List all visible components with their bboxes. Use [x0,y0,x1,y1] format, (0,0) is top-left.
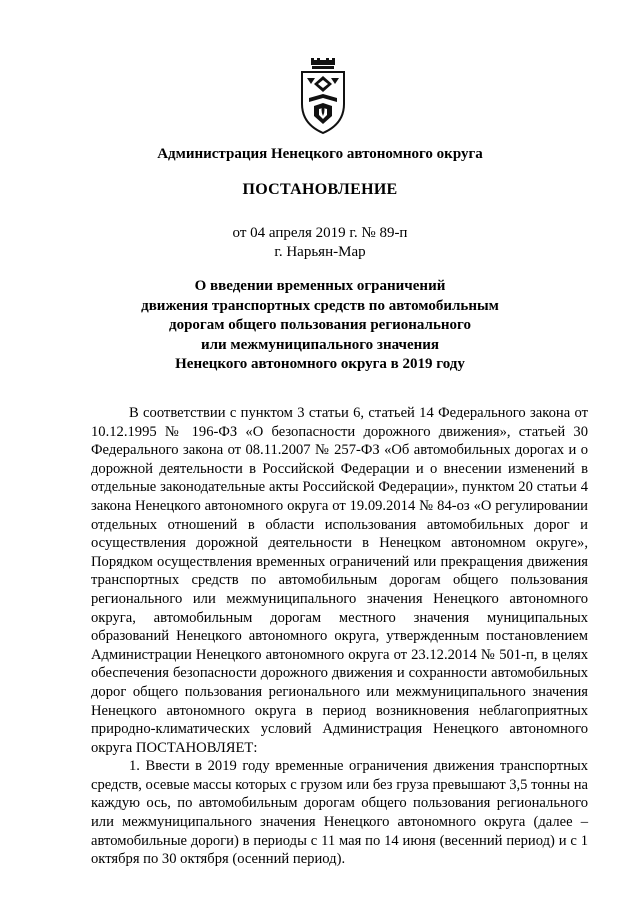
title-line: О введении временных ограничений [194,278,446,294]
title-line: дорогам общего пользования регионального [169,317,471,334]
coat-of-arms-icon [298,58,348,136]
title-line: или межмуниципального значения [200,336,440,353]
preamble-paragraph: В соответствии с пунктом 3 статьи 6, статьей 14 Федерального закона от 10.12.1995 № 196-ФЗ «О безопасности дорожного движения», статьей 30 Федерального закона от 08.11.2007 № 257-ФЗ «Об автомобильных дорогах и о дорожной деятельности в Российской Федерации и о внесении изменений в отдельные законодательные акты Российской Федерации», пунктом 20 статьи 4 закона Ненецкого автономного округа от 19.09.2014 № 84-оз «О регулировании отдельных отношений в области использования автомобильных дорог и осуществления дорожной деятельности в Ненецком автономном округе», Порядком осуществления временных ограничений или прекращения движения транспортных средств по автомобильным дорогам общего пользования регионального или межмуниципального значения Ненецкого автономного округа, автомобильным дорогам местного значения муниципальных образований Ненецкого автономного округа, утвержденным постановлением Администрации Ненецкого автономного округа от 23.12.2014 № 501-п, в целях обеспечения безопасности дорожного движения и сохранности автомобильных дорог общего пользования регионального или межмуниципального значения Ненецкого автономного округа в период возникновения неблагоприятных природно-климатических условий Администрация Ненецкого автономного округа ПОСТАНОВЛЯЕТ: [91,405,588,756]
title-line: движения транспортных средств по автомобильным [141,297,499,314]
document-date-number: от 04 апреля 2019 г. № 89-п [232,225,408,241]
document-type: ПОСТАНОВЛЕНИЕ [242,181,398,198]
organization-name: Администрация Ненецкого автономного округа [157,146,483,162]
item-1-paragraph: 1. Ввести в 2019 году временные ограничения движения транспортных средств, осевые массы которых с грузом или без груза превышают 3,5 тонны на каждую ось, по автомобильным дорогам общего пользования регионального или межмуниципального значения Ненецкого автономного округа (далее – автомобильные дороги) в периоды с 11 мая по 14 июня (весенний период) и с 1 октября по 30 октября (осенний период). [91,758,588,868]
document-title [0,277,640,375]
title-line: Ненецкого автономного округа в 2019 году [175,356,465,373]
document-city: г. Нарьян-Мар [274,244,366,260]
document-body [91,404,588,869]
